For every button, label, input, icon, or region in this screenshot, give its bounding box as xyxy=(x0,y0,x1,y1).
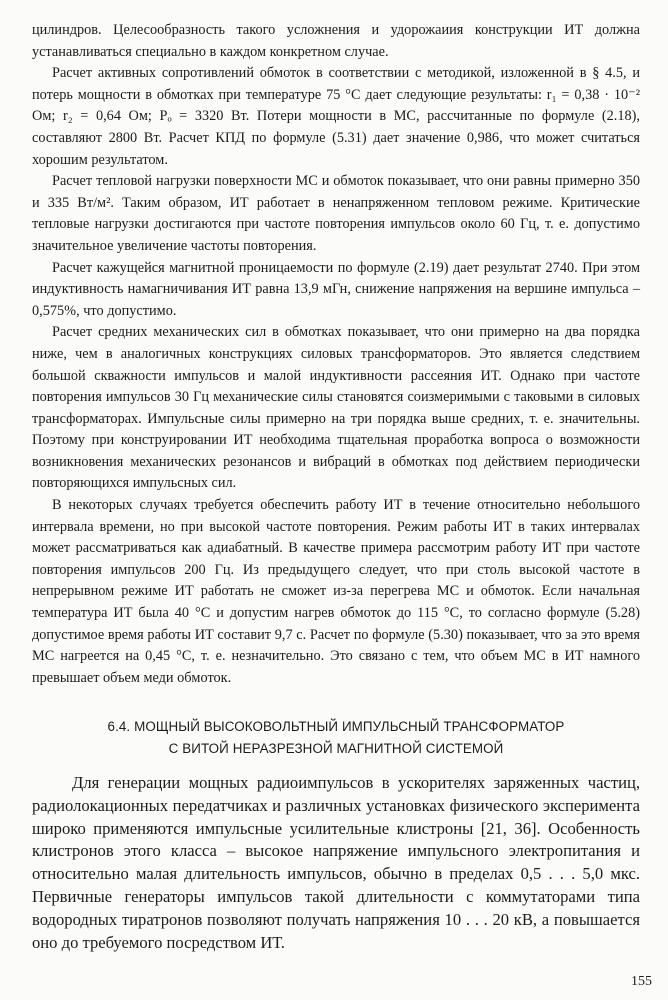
section-title-line-1: 6.4. МОЩНЫЙ ВЫСОКОВОЛЬТНЫЙ ИМПУЛЬСНЫЙ ТРАНСФОРМАТОР xyxy=(107,719,565,734)
paragraph-3: Расчет тепловой нагрузки поверхности МС и обмоток показывает, что они равны примерно 350 и 335 Вт/м². Таким образом, ИТ работает в ненапряженном тепловом режиме. Критические тепловые нагрузки достигаются при частоте повторения импульсов около 60 Гц, т. е. допустимо значительное увеличение частоты повторения. xyxy=(32,173,640,254)
intro-paragraph: Для генерации мощных радиоимпульсов в ускорителях заряженных частиц, радиолокационных передатчиках и различных установках физического эксперимента широко применяются импульсные усилительные клистроны [21, 36]. Особенность клистронов этого класса – высокое напряжение импульсного электропитания и относительно малая длительность импульсов, обычно в пределах 0,5 . . . 5,0 мкс. Первичные генераторы импульсов такой длительности с коммутаторами типа водородных тиратронов позволяют получать напряжения 10 . . . 20 кВ, а повышается оно до требуемого посредством ИТ. xyxy=(32,773,640,952)
paragraph-1: цилиндров. Целесообразность такого усложнения и удорожаиия конструкции ИТ должна устанавливаться специально в каждом конкретном случае. xyxy=(32,22,640,60)
section-title-line-2: С ВИТОЙ НЕРАЗРЕЗНОЙ МАГНИТНОЙ СИСТЕМОЙ xyxy=(168,740,504,756)
section-intro xyxy=(32,772,640,954)
paragraph-4: Расчет кажущейся магнитной проницаемости по формуле (2.19) дает результат 2740. При этом индуктивность намагничивания ИТ равна 13,9 мГн, снижение напряжения на вершине импульса – 0,575%, что допустимо. xyxy=(32,259,640,319)
section-heading xyxy=(32,716,640,759)
paragraph-2: Расчет активных сопротивлений обмоток в соответствии с методикой, изложенной в § 4.5, и потерь мощности в обмотках при температуре 75 °С дает следующие результаты: r₁ = 0,38 · 10⁻² Ом; r₂ = 0,64 Ом; Pₒ = 3320 Вт. Потери мощности в МС, рассчитанные по формуле (2.18), составляют 2800 Вт. Расчет КПД по формуле (5.31) дает значение 0,986, что может считаться хорошим результатом. xyxy=(32,65,640,168)
body-text xyxy=(32,20,640,689)
paragraph-5: Расчет средних механических сил в обмотках показывает, что они примерно на два порядка ниже, чем в аналогичных конструкциях силовых трансформаторов. Это является следствием большой скважности импульсов и малой индуктивности рассеяния ИТ. Однако при частоте повторения импульсов 30 Гц механические силы становятся соизмеримыми с таковыми в силовых трансформаторах. Импульсные силы примерно на три порядка выше средних, т. е. значительны. Поэтому при конструировании ИТ необходима тщательная проработка вопроса о возможности возникновения механических резонансов и вибраций в обмотках под действием периодически повторяющихся импульсных сил. xyxy=(32,324,640,492)
paragraph-6: В некоторых случаях требуется обеспечить работу ИТ в течение относительно небольшого интервала времени, но при высокой частоте повторения. Режим работы ИТ в таких интервалах может рассматриваться как адиабатный. В качестве примера рассмотрим работу ИТ при частоте повторения импульсов 200 Гц. Из предыдущего следует, что при столь высокой частоте в непрерывном режиме ИТ работать не сможет из-за перегрева МС и обмоток. Если начальная температура ИТ была 40 °С и допустим нагрев обмоток до 115 °С, то согласно формуле (5.28) допустимое время работы ИТ составит 9,7 с. Расчет по формуле (5.30) показывает, что за это время МС нагреется на 0,45 °С, т. е. незначительно. Это связано с тем, что объем МС в ИТ намного превышает объем меди обмоток. xyxy=(32,497,640,686)
page-number: 155 xyxy=(631,974,652,989)
